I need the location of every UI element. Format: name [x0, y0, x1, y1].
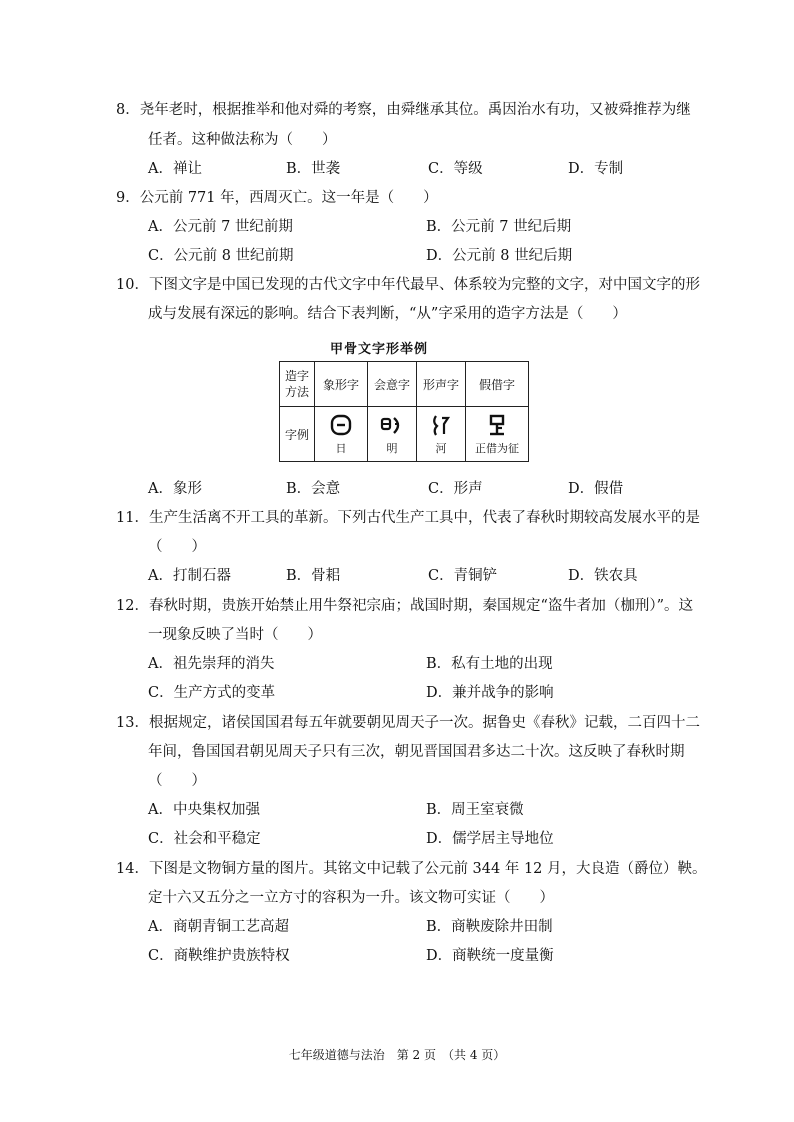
- example-row-label: 字例: [280, 407, 315, 462]
- method-row-label: [280, 362, 315, 407]
- method-cell: 会意字: [368, 362, 417, 407]
- q11-option-a[interactable]: A．打制石器: [148, 568, 231, 584]
- q12-stem-line1: 12．春秋时期，贵族开始禁止用牛祭祀宗庙；战国时期，秦国规定“盗牛者加（枷刑）”。这: [116, 598, 694, 614]
- oracle-bone-table: [279, 361, 529, 462]
- q10-option-c[interactable]: C．形声: [428, 481, 483, 497]
- q9-option-c[interactable]: C．公元前 8 世纪前期: [148, 248, 294, 264]
- q9-option-a[interactable]: A．公元前 7 世纪前期: [148, 219, 293, 235]
- method-cell: 假借字: [466, 362, 529, 407]
- q8-option-a[interactable]: A．禅让: [148, 161, 202, 177]
- example-label: 明: [386, 442, 398, 455]
- q8-option-c[interactable]: C．等级: [428, 161, 483, 177]
- q11-option-b[interactable]: B．骨耜: [286, 568, 341, 584]
- q12-stem-line2: 一现象反映了当时（ ）: [148, 627, 322, 643]
- q14-stem-line1: 14．下图是文物铜方量的图片。其铭文中记载了公元前 344 年 12 月，大良造（爵位）鞅。: [116, 861, 707, 877]
- example-label: 日: [335, 442, 347, 455]
- q9-option-d[interactable]: D．公元前 8 世纪后期: [426, 248, 573, 264]
- example-cell-zheng: [466, 407, 529, 462]
- q12-option-a[interactable]: A．祖先崇拜的消失: [148, 656, 275, 672]
- example-label: 河: [435, 442, 447, 455]
- q10-stem-line1: 10．下图文字是中国已发现的古代文字中年代最早、体系较为完整的文字，对中国文字的形: [116, 277, 700, 293]
- q10-option-a[interactable]: A．象形: [148, 481, 202, 497]
- q10-stem-line2: 成与发展有深远的影响。结合下表判断，“从”字采用的造字方法是（ ）: [148, 306, 627, 322]
- q8-stem-line2: 任者。这种做法称为（ ）: [148, 132, 337, 148]
- method-row-label-line2: 方法: [284, 385, 309, 399]
- q12-option-c[interactable]: C．生产方式的变革: [148, 685, 276, 701]
- oracle-ri-glyph: [330, 414, 352, 436]
- q8-option-d[interactable]: D．专制: [568, 161, 624, 177]
- q13-option-a[interactable]: A．中央集权加强: [148, 802, 260, 818]
- q9-stem: 9．公元前 771 年，西周灭亡。这一年是（ ）: [116, 190, 438, 206]
- q8-stem-line1: 8．尧年老时，根据推举和他对舜的考察，由舜继承其位。禹因治水有功，又被舜推荐为继: [116, 102, 691, 118]
- q14-option-a[interactable]: A．商朝青铜工艺高超: [148, 919, 289, 935]
- example-cell-ri: [315, 407, 368, 462]
- method-cell: 形声字: [417, 362, 466, 407]
- example-label: 正借为征: [475, 442, 519, 455]
- method-cell: 象形字: [315, 362, 368, 407]
- oracle-table-title: 甲骨文字形举例: [330, 342, 429, 357]
- q9-option-b[interactable]: B．公元前 7 世纪后期: [426, 219, 572, 235]
- example-cell-ming: [368, 407, 417, 462]
- q14-option-c[interactable]: C．商鞅维护贵族特权: [148, 948, 290, 964]
- q14-option-d[interactable]: D．商鞅统一度量衡: [426, 948, 554, 964]
- q11-option-c[interactable]: C．青铜铲: [428, 568, 498, 584]
- q13-stem-line1: 13．根据规定，诸侯国国君每五年就要朝见周天子一次。据鲁史《春秋》记载，二百四十二: [116, 715, 700, 731]
- q14-option-b[interactable]: B．商鞅废除井田制: [426, 919, 553, 935]
- oracle-zheng-glyph: [486, 414, 508, 436]
- oracle-he-glyph: [430, 414, 452, 436]
- example-cell-he: [417, 407, 466, 462]
- q10-option-d[interactable]: D．假借: [568, 481, 624, 497]
- q10-option-b[interactable]: B．会意: [286, 481, 341, 497]
- oracle-ming-glyph: [380, 414, 404, 436]
- q11-option-d[interactable]: D．铁农具: [568, 568, 638, 584]
- page-footer: 七年级道德与法治 第 2 页 （共 4 页）: [288, 1048, 506, 1062]
- q13-option-b[interactable]: B．周王室衰微: [426, 802, 524, 818]
- q13-option-d[interactable]: D．儒学居主导地位: [426, 831, 554, 847]
- q8-option-b[interactable]: B．世袭: [286, 161, 341, 177]
- q11-stem-line2: （ ）: [148, 539, 206, 555]
- q11-stem-line1: 11．生产生活离不开工具的革新。下列古代生产工具中，代表了春秋时期较高发展水平的是: [116, 510, 700, 526]
- q13-stem-line3: （ ）: [148, 773, 206, 789]
- q12-option-d[interactable]: D．兼并战争的影响: [426, 685, 554, 701]
- q12-option-b[interactable]: B．私有土地的出现: [426, 656, 553, 672]
- q14-stem-line2: 定十六又五分之一立方寸的容积为一升。该文物可实证（ ）: [148, 890, 554, 906]
- q13-stem-line2: 年间，鲁国国君朝见周天子只有三次，朝见晋国国君多达二十次。这反映了春秋时期: [148, 744, 685, 760]
- method-row-label-line1: 造字: [284, 369, 309, 383]
- q13-option-c[interactable]: C．社会和平稳定: [148, 831, 261, 847]
